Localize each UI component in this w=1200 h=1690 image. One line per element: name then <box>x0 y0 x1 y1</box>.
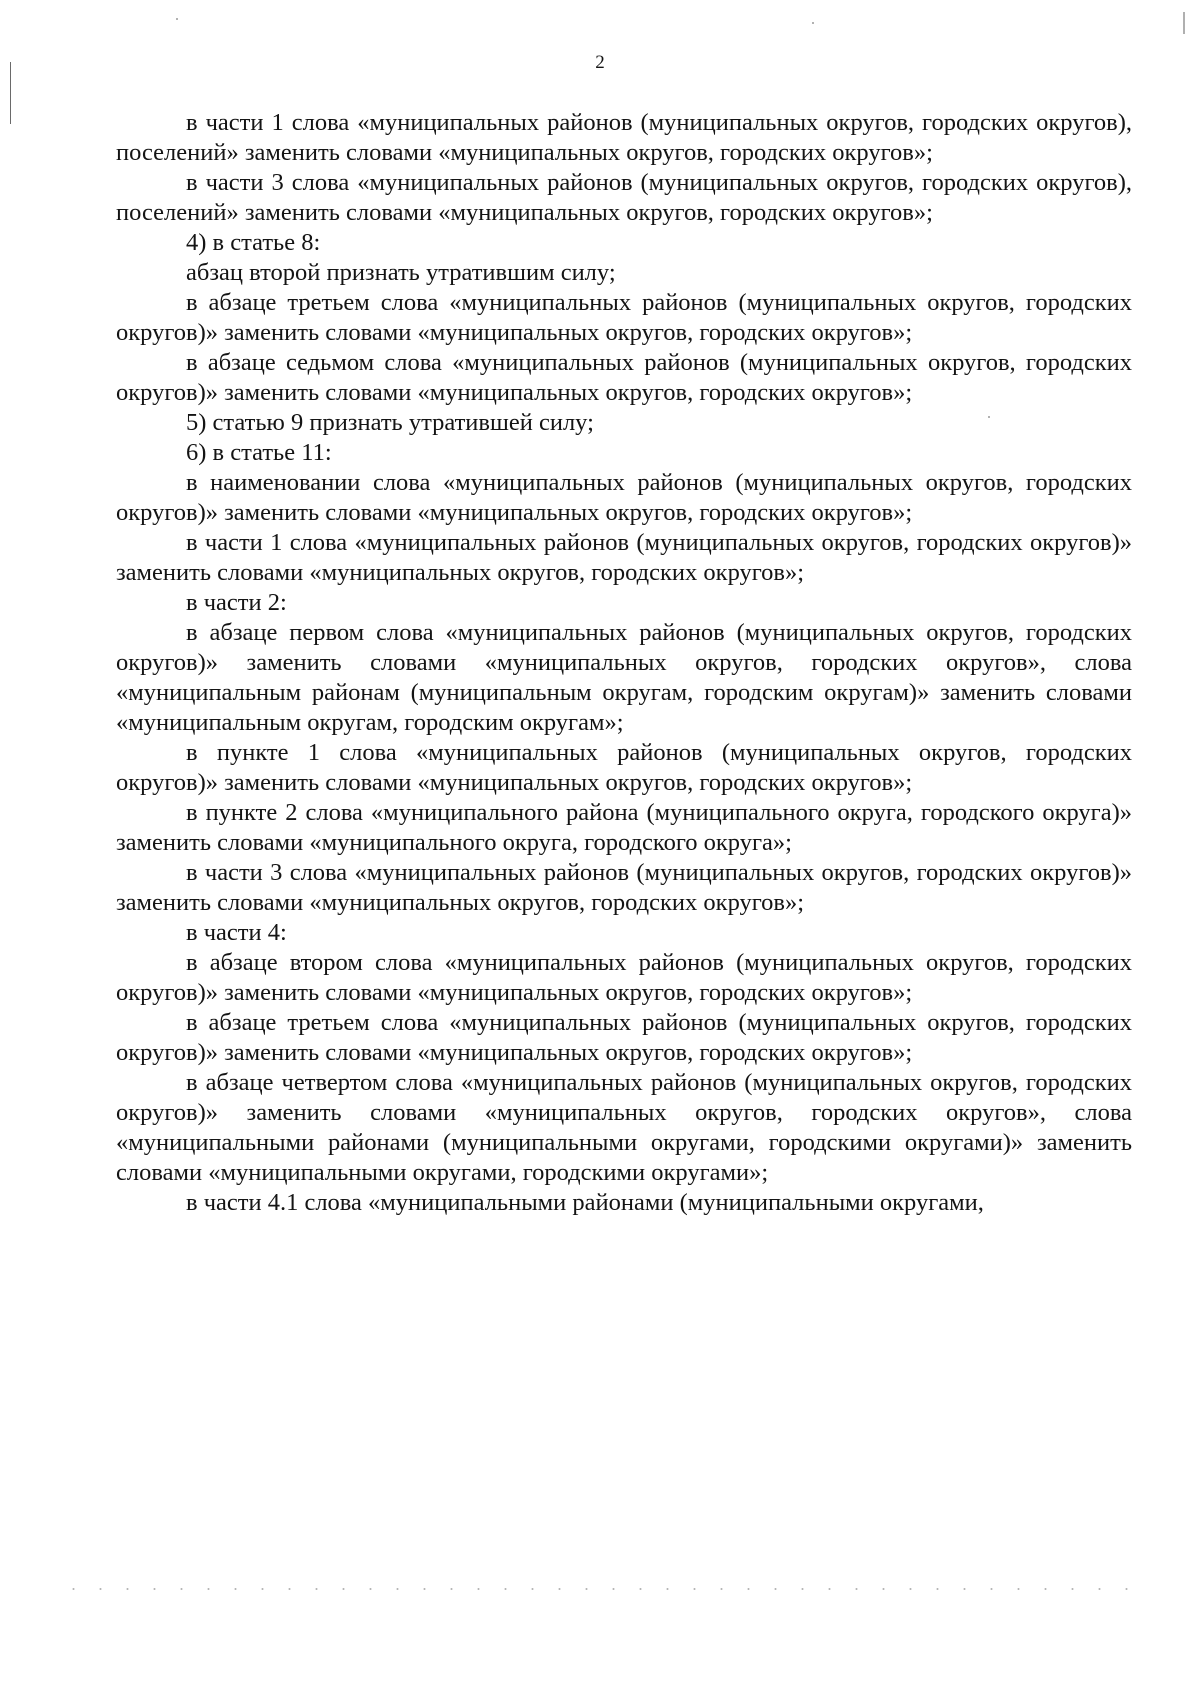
paragraph: 5) статью 9 признать утратившей силу; <box>186 409 594 436</box>
paragraph: в пункте 2 слова «муниципального района (муниципального округа, городского округа)» заменить словами «муниципального округа, городского округа»; <box>116 799 1132 856</box>
paragraph: в части 3 слова «муниципальных районов (муниципальных округов, городских округов), поселений» заменить словами «муниципальных округов, городских округов»; <box>116 169 1132 226</box>
paragraph: в части 4.1 слова «муниципальными районами (муниципальными округами, <box>186 1189 984 1216</box>
paragraph: в пункте 1 слова «муниципальных районов (муниципальных округов, городских округов)» заменить словами «муниципальных округов, городских округов»; <box>116 739 1132 796</box>
paragraph: в абзаце первом слова «муниципальных районов (муниципальных округов, городских округов)» заменить словами «муниципальных округов, городских округов», слова «муниципальным районам (муниципальным округам, городским округам)» заменить словами «муниципальным округам, городским округам»; <box>116 619 1132 736</box>
paragraph: в части 4: <box>186 919 287 946</box>
paragraph: в абзаце третьем слова «муниципальных районов (муниципальных округов, городских округов)» заменить словами «муниципальных округов, городских округов»; <box>116 289 1132 346</box>
page-number: 2 <box>595 52 605 73</box>
scan-speck <box>1183 12 1185 34</box>
paragraph: в абзаце втором слова «муниципальных районов (муниципальных округов, городских округов)» заменить словами «муниципальных округов, городских округов»; <box>116 949 1132 1006</box>
paragraph: 4) в статье 8: <box>186 229 321 256</box>
paragraph: в абзаце седьмом слова «муниципальных районов (муниципальных округов, городских округов)» заменить словами «муниципальных округов, городских округов»; <box>116 349 1132 406</box>
scan-speck <box>176 18 178 20</box>
paragraph: в части 1 слова «муниципальных районов (муниципальных округов, городских округов), поселений» заменить словами «муниципальных округов, городских округов»; <box>116 109 1132 166</box>
scan-speck <box>812 22 814 24</box>
paragraph: в части 1 слова «муниципальных районов (муниципальных округов, городских округов)» заменить словами «муниципальных округов, городских округов»; <box>116 529 1132 586</box>
scan-noise-line <box>60 1588 1140 1590</box>
paragraph: в абзаце третьем слова «муниципальных районов (муниципальных округов, городских округов)» заменить словами «муниципальных округов, городских округов»; <box>116 1009 1132 1066</box>
paragraph: в части 2: <box>186 589 287 616</box>
paragraph: абзац второй признать утратившим силу; <box>186 259 616 286</box>
paragraph: в абзаце четвертом слова «муниципальных районов (муниципальных округов, городских округов)» заменить словами «муниципальных округов, городских округов», слова «муниципальными районами (муниципальными округами, городскими округами)» заменить словами «муниципальными округами, городскими округами»; <box>116 1069 1132 1186</box>
paragraph: 6) в статье 11: <box>186 439 332 466</box>
paragraph: в наименовании слова «муниципальных районов (муниципальных округов, городских округов)» заменить словами «муниципальных округов, городских округов»; <box>116 469 1132 526</box>
paragraph: в части 3 слова «муниципальных районов (муниципальных округов, городских округов)» заменить словами «муниципальных округов, городских округов»; <box>116 859 1132 916</box>
document-body <box>116 108 1132 1218</box>
